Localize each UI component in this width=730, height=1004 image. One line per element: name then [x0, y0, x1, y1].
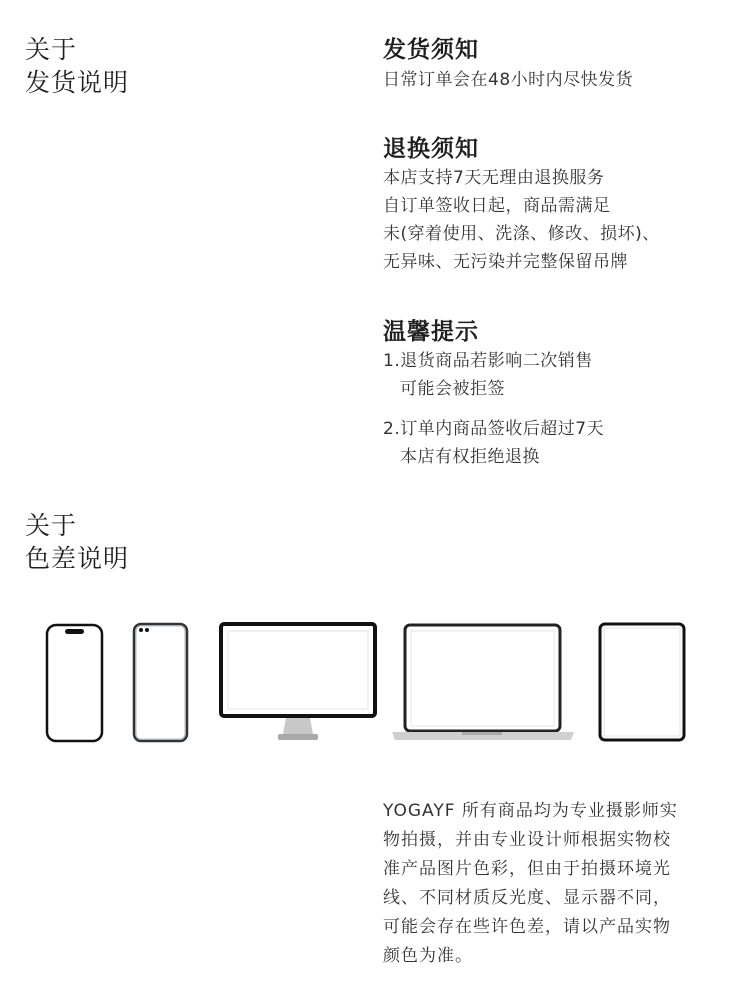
devices-illustration	[0, 610, 730, 760]
monitor-icon	[221, 624, 375, 740]
phone-icon	[47, 625, 102, 741]
laptop-icon	[392, 625, 574, 740]
shipping-section-title	[25, 33, 129, 99]
shipping-title-line2: 发货说明	[25, 68, 130, 97]
tips-heading: 温馨提示	[383, 319, 479, 345]
shipping-notice-heading: 发货须知	[383, 37, 479, 63]
tips-item-2-line2: 本店有权拒绝退换	[400, 447, 540, 467]
return-notice-body	[383, 164, 660, 276]
color-note	[383, 797, 678, 971]
tablet-icon	[600, 624, 684, 740]
tips-item-1-line1: 1.退货商品若影响二次销售	[383, 351, 593, 371]
color-note-line: 可能会存在些许色差，请以产品实物	[383, 917, 671, 937]
color-section-title	[25, 509, 129, 575]
phone-icon	[134, 624, 187, 741]
color-note-line: 颜色为准。	[383, 946, 473, 966]
color-title-line1: 关于	[25, 511, 78, 540]
color-note-line: 物拍摄，并由专业设计师根据实物校	[383, 830, 671, 850]
return-notice-heading: 退换须知	[383, 136, 479, 162]
color-title-line2: 色差说明	[25, 544, 130, 573]
return-notice-line: 无异味、无污染并完整保留吊牌	[383, 252, 628, 272]
return-notice-line: 未(穿着使用、洗涤、修改、损坏)、	[383, 224, 660, 244]
tips-item-1-line2: 可能会被拒签	[400, 379, 505, 399]
shipping-notice-text: 日常订单会在48小时内尽快发货	[383, 70, 634, 90]
color-note-line: YOGAYF 所有商品均为专业摄影师实	[383, 801, 678, 821]
shipping-notice-body	[383, 66, 633, 94]
return-notice-line: 自订单签收日起，商品需满足	[383, 196, 611, 216]
tips-item-1	[383, 347, 593, 403]
shipping-title-line1: 关于	[25, 35, 78, 64]
color-note-line: 线、不同材质反光度、显示器不同，	[383, 888, 671, 908]
return-notice-line: 本店支持7天无理由退换服务	[383, 168, 605, 188]
tips-item-2	[383, 415, 604, 471]
color-note-line: 准产品图片色彩，但由于拍摄环境光	[383, 859, 671, 879]
tips-item-2-line1: 2.订单内商品签收后超过7天	[383, 419, 605, 439]
